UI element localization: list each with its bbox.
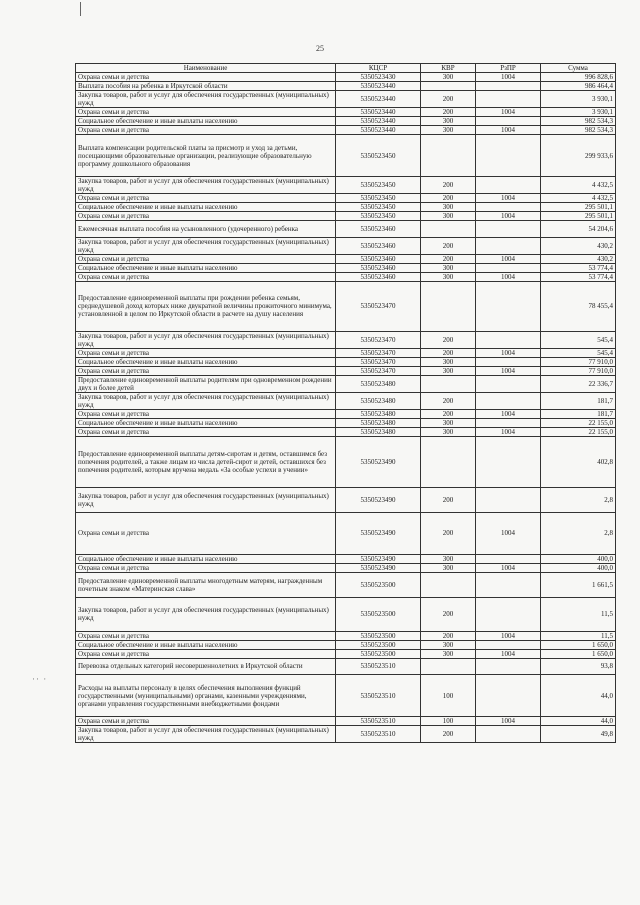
cell-rzpr: 1004 <box>476 717 541 726</box>
table-row <box>76 640 616 649</box>
cell-kvr <box>421 135 476 177</box>
cell-name: Выплата пособия на ребенка в Иркутской области <box>76 82 336 91</box>
cell-kcsr: 5350523460 <box>336 254 421 263</box>
cell-rzpr <box>476 117 541 126</box>
cell-rzpr <box>476 675 541 717</box>
cell-kcsr: 5350523470 <box>336 367 421 376</box>
cell-kvr <box>421 437 476 487</box>
cell-rzpr: 1004 <box>476 428 541 437</box>
table-row <box>76 563 616 572</box>
cell-kvr: 300 <box>421 263 476 272</box>
cell-name: Закупка товаров, работ и услуг для обеспечения государственных (муниципальных) нужд <box>76 726 336 743</box>
page-number: 25 <box>316 44 324 53</box>
cell-kvr: 300 <box>421 212 476 221</box>
table-row <box>76 349 616 358</box>
cell-name: Социальное обеспечение и иные выплаты населению <box>76 419 336 428</box>
cell-kvr: 300 <box>421 358 476 367</box>
cell-rzpr: 1004 <box>476 108 541 117</box>
cell-kcsr: 5350523480 <box>336 376 421 393</box>
cell-sum: 22 155,0 <box>541 428 616 437</box>
cell-kvr: 300 <box>421 73 476 82</box>
cell-kcsr: 5350523450 <box>336 194 421 203</box>
header-rzpr: РзПР <box>476 64 541 73</box>
cell-rzpr: 1004 <box>476 349 541 358</box>
cell-sum: 1 650,0 <box>541 649 616 658</box>
table-row <box>76 126 616 135</box>
table-row <box>76 631 616 640</box>
cell-kvr <box>421 281 476 331</box>
cell-name: Охрана семьи и детства <box>76 512 336 554</box>
cell-name: Социальное обеспечение и иные выплаты населению <box>76 554 336 563</box>
cell-name: Расходы на выплаты персоналу в целях обеспечения выполнения функций государственными (муниципальными) органами, казенными учреждениями, органами управления государственными внебюджетными фондами <box>76 675 336 717</box>
cell-kcsr: 5350523470 <box>336 358 421 367</box>
cell-name: Социальное обеспечение и иные выплаты населению <box>76 263 336 272</box>
cell-kcsr: 5350523440 <box>336 126 421 135</box>
cell-kvr: 200 <box>421 108 476 117</box>
cell-name: Закупка товаров, работ и услуг для обеспечения государственных (муниципальных) нужд <box>76 393 336 410</box>
table-row <box>76 263 616 272</box>
cell-kvr <box>421 82 476 91</box>
cell-kcsr: 5350523470 <box>336 349 421 358</box>
cell-rzpr: 1004 <box>476 563 541 572</box>
header-kcsr: КЦСР <box>336 64 421 73</box>
cell-sum: 4 432,5 <box>541 177 616 194</box>
cell-kvr: 200 <box>421 631 476 640</box>
cell-name: Закупка товаров, работ и услуг для обеспечения государственных (муниципальных) нужд <box>76 332 336 349</box>
cell-sum: 54 204,6 <box>541 221 616 238</box>
cell-kcsr: 5350523500 <box>336 640 421 649</box>
cell-sum: 430,2 <box>541 254 616 263</box>
table-row <box>76 135 616 177</box>
cell-sum: 53 774,4 <box>541 263 616 272</box>
table-header-row <box>76 64 616 73</box>
cell-sum: 22 336,7 <box>541 376 616 393</box>
cell-name: Охрана семьи и детства <box>76 254 336 263</box>
cell-rzpr <box>476 177 541 194</box>
cell-sum: 1 661,5 <box>541 572 616 597</box>
cell-name: Социальное обеспечение и иные выплаты населению <box>76 358 336 367</box>
cell-name: Предоставление единовременной выплаты детям-сиротам и детям, оставшимся без попечения родителей, а также лицам из числа детей-сирот и детей, оставшихся без попечения родителей, которым вручена медаль «За особые успехи в учении» <box>76 437 336 487</box>
cell-sum: 11,5 <box>541 597 616 631</box>
table-row <box>76 117 616 126</box>
cell-kcsr: 5350523450 <box>336 135 421 177</box>
table-row <box>76 254 616 263</box>
table-row <box>76 82 616 91</box>
cell-sum: 982 534,3 <box>541 126 616 135</box>
cell-rzpr: 1004 <box>476 126 541 135</box>
cell-kvr: 200 <box>421 254 476 263</box>
cell-sum: 986 464,4 <box>541 82 616 91</box>
cell-rzpr: 1004 <box>476 272 541 281</box>
header-name: Наименование <box>76 64 336 73</box>
cell-rzpr <box>476 437 541 487</box>
cell-kcsr: 5350523490 <box>336 437 421 487</box>
cell-name: Охрана семьи и детства <box>76 194 336 203</box>
table-row <box>76 203 616 212</box>
cell-sum: 299 933,6 <box>541 135 616 177</box>
table-row <box>76 393 616 410</box>
cell-sum: 545,4 <box>541 332 616 349</box>
cell-name: Охрана семьи и детства <box>76 108 336 117</box>
cell-rzpr <box>476 203 541 212</box>
cell-sum: 78 455,4 <box>541 281 616 331</box>
table-row <box>76 572 616 597</box>
cell-rzpr <box>476 91 541 108</box>
cell-rzpr <box>476 597 541 631</box>
table-row <box>76 649 616 658</box>
cell-kvr: 300 <box>421 428 476 437</box>
budget-table <box>75 63 616 743</box>
cell-name: Охрана семьи и детства <box>76 649 336 658</box>
cell-kcsr: 5350523490 <box>336 487 421 512</box>
margin-mark <box>80 2 81 16</box>
cell-name: Охрана семьи и детства <box>76 410 336 419</box>
table-row <box>76 726 616 743</box>
table-row <box>76 237 616 254</box>
cell-rzpr <box>476 640 541 649</box>
cell-rzpr <box>476 332 541 349</box>
cell-rzpr <box>476 554 541 563</box>
cell-kvr <box>421 221 476 238</box>
cell-name: Охрана семьи и детства <box>76 717 336 726</box>
cell-kcsr: 5350523460 <box>336 221 421 238</box>
cell-kcsr: 5350523460 <box>336 272 421 281</box>
table-row <box>76 73 616 82</box>
cell-kcsr: 5350523430 <box>336 73 421 82</box>
cell-kvr: 300 <box>421 563 476 572</box>
cell-sum: 982 534,3 <box>541 117 616 126</box>
table-row <box>76 487 616 512</box>
cell-name: Социальное обеспечение и иные выплаты населению <box>76 117 336 126</box>
cell-rzpr: 1004 <box>476 73 541 82</box>
cell-name: Закупка товаров, работ и услуг для обеспечения государственных (муниципальных) нужд <box>76 487 336 512</box>
cell-sum: 49,8 <box>541 726 616 743</box>
cell-name: Предоставление единовременной выплаты при рождении ребенка семьям, среднедушевой доход которых ниже двукратной величины прожиточного минимума, установленной в целом по Иркутской области в расчете на душу населения <box>76 281 336 331</box>
cell-name: Предоставление единовременной выплаты родителям при одновременном рождении двух и более детей <box>76 376 336 393</box>
cell-name: Предоставление единовременной выплаты многодетным матерям, награжденным почетным знаком «Материнская слава» <box>76 572 336 597</box>
cell-kcsr: 5350523470 <box>336 281 421 331</box>
cell-sum: 4 432,5 <box>541 194 616 203</box>
cell-sum: 2,8 <box>541 512 616 554</box>
cell-kvr: 300 <box>421 649 476 658</box>
cell-sum: 77 910,0 <box>541 367 616 376</box>
cell-kcsr: 5350523450 <box>336 212 421 221</box>
cell-sum: 44,0 <box>541 717 616 726</box>
table-row <box>76 376 616 393</box>
cell-kcsr: 5350523440 <box>336 117 421 126</box>
table-row <box>76 437 616 487</box>
cell-rzpr <box>476 358 541 367</box>
cell-kcsr: 5350523450 <box>336 203 421 212</box>
cell-kvr: 300 <box>421 367 476 376</box>
table-row <box>76 410 616 419</box>
cell-name: Охрана семьи и детства <box>76 563 336 572</box>
cell-kvr: 200 <box>421 332 476 349</box>
table-row <box>76 194 616 203</box>
cell-kcsr: 5350523500 <box>336 572 421 597</box>
cell-sum: 181,7 <box>541 393 616 410</box>
cell-sum: 3 930,1 <box>541 91 616 108</box>
table-row <box>76 177 616 194</box>
cell-name: Закупка товаров, работ и услуг для обеспечения государственных (муниципальных) нужд <box>76 177 336 194</box>
cell-name: Охрана семьи и детства <box>76 126 336 135</box>
table-row <box>76 717 616 726</box>
cell-rzpr: 1004 <box>476 410 541 419</box>
cell-name: Охрана семьи и детства <box>76 367 336 376</box>
cell-name: Закупка товаров, работ и услуг для обеспечения государственных (муниципальных) нужд <box>76 237 336 254</box>
cell-sum: 93,8 <box>541 658 616 675</box>
cell-kvr: 300 <box>421 126 476 135</box>
cell-kvr: 100 <box>421 675 476 717</box>
cell-kcsr: 5350523510 <box>336 675 421 717</box>
table-row <box>76 358 616 367</box>
header-kvr: КВР <box>421 64 476 73</box>
table-row <box>76 221 616 238</box>
cell-kvr: 200 <box>421 726 476 743</box>
cell-name: Охрана семьи и детства <box>76 631 336 640</box>
cell-rzpr <box>476 726 541 743</box>
cell-kvr <box>421 376 476 393</box>
cell-rzpr <box>476 572 541 597</box>
cell-kvr: 200 <box>421 177 476 194</box>
cell-kcsr: 5350523480 <box>336 419 421 428</box>
cell-kvr: 300 <box>421 554 476 563</box>
cell-kvr: 200 <box>421 410 476 419</box>
cell-sum: 996 828,6 <box>541 73 616 82</box>
cell-kcsr: 5350523490 <box>336 554 421 563</box>
table-row <box>76 281 616 331</box>
table-row <box>76 419 616 428</box>
cell-rzpr <box>476 658 541 675</box>
cell-kcsr: 5350523460 <box>336 237 421 254</box>
cell-sum: 430,2 <box>541 237 616 254</box>
cell-sum: 402,8 <box>541 437 616 487</box>
cell-sum: 11,5 <box>541 631 616 640</box>
cell-kcsr: 5350523480 <box>336 428 421 437</box>
cell-kvr <box>421 658 476 675</box>
cell-name: Социальное обеспечение и иные выплаты населению <box>76 640 336 649</box>
cell-name: Социальное обеспечение и иные выплаты населению <box>76 203 336 212</box>
table-row <box>76 658 616 675</box>
cell-sum: 53 774,4 <box>541 272 616 281</box>
cell-sum: 545,4 <box>541 349 616 358</box>
cell-kvr: 100 <box>421 717 476 726</box>
table-row <box>76 512 616 554</box>
cell-sum: 1 650,0 <box>541 640 616 649</box>
cell-kcsr: 5350523440 <box>336 91 421 108</box>
cell-kcsr: 5350523470 <box>336 332 421 349</box>
cell-kvr <box>421 572 476 597</box>
cell-rzpr: 1004 <box>476 367 541 376</box>
table-row <box>76 272 616 281</box>
margin-dots: ·· · <box>32 674 48 684</box>
header-sum: Сумма <box>541 64 616 73</box>
cell-sum: 77 910,0 <box>541 358 616 367</box>
cell-kcsr: 5350523450 <box>336 177 421 194</box>
cell-rzpr: 1004 <box>476 512 541 554</box>
cell-kcsr: 5350523500 <box>336 597 421 631</box>
cell-rzpr <box>476 376 541 393</box>
cell-name: Охрана семьи и детства <box>76 272 336 281</box>
cell-kcsr: 5350523490 <box>336 512 421 554</box>
cell-kcsr: 5350523500 <box>336 631 421 640</box>
cell-rzpr <box>476 82 541 91</box>
cell-sum: 2,8 <box>541 487 616 512</box>
cell-rzpr: 1004 <box>476 212 541 221</box>
cell-sum: 22 155,0 <box>541 419 616 428</box>
cell-kvr: 300 <box>421 203 476 212</box>
cell-rzpr <box>476 487 541 512</box>
cell-kvr: 300 <box>421 419 476 428</box>
cell-kvr: 300 <box>421 117 476 126</box>
cell-kcsr: 5350523480 <box>336 410 421 419</box>
cell-name: Охрана семьи и детства <box>76 212 336 221</box>
cell-kcsr: 5350523510 <box>336 658 421 675</box>
cell-name: Закупка товаров, работ и услуг для обеспечения государственных (муниципальных) нужд <box>76 597 336 631</box>
cell-kvr: 300 <box>421 640 476 649</box>
table-row <box>76 91 616 108</box>
cell-sum: 3 930,1 <box>541 108 616 117</box>
table-row <box>76 428 616 437</box>
cell-kvr: 200 <box>421 194 476 203</box>
table-row <box>76 675 616 717</box>
cell-kcsr: 5350523440 <box>336 108 421 117</box>
cell-name: Закупка товаров, работ и услуг для обеспечения государственных (муниципальных) нужд <box>76 91 336 108</box>
cell-name: Перевозка отдельных категорий несовершеннолетних в Иркутской области <box>76 658 336 675</box>
cell-kvr: 300 <box>421 272 476 281</box>
cell-rzpr <box>476 135 541 177</box>
cell-rzpr: 1004 <box>476 254 541 263</box>
cell-kvr: 200 <box>421 597 476 631</box>
cell-rzpr <box>476 237 541 254</box>
table-row <box>76 367 616 376</box>
cell-name: Охрана семьи и детства <box>76 349 336 358</box>
cell-kvr: 200 <box>421 349 476 358</box>
cell-sum: 400,0 <box>541 554 616 563</box>
cell-kvr: 200 <box>421 393 476 410</box>
cell-kvr: 200 <box>421 512 476 554</box>
table-body <box>76 73 616 743</box>
cell-name: Ежемесячная выплата пособия на усыновленного (удочеренного) ребенка <box>76 221 336 238</box>
cell-rzpr: 1004 <box>476 631 541 640</box>
cell-rzpr <box>476 263 541 272</box>
cell-rzpr <box>476 419 541 428</box>
table-row <box>76 332 616 349</box>
cell-sum: 400,0 <box>541 563 616 572</box>
cell-rzpr <box>476 281 541 331</box>
cell-rzpr <box>476 221 541 238</box>
cell-kcsr: 5350523510 <box>336 717 421 726</box>
cell-sum: 295 501,1 <box>541 203 616 212</box>
table-row <box>76 212 616 221</box>
cell-kcsr: 5350523480 <box>336 393 421 410</box>
cell-name: Охрана семьи и детства <box>76 428 336 437</box>
cell-sum: 295 501,1 <box>541 212 616 221</box>
cell-kcsr: 5350523500 <box>336 649 421 658</box>
cell-kvr: 200 <box>421 237 476 254</box>
cell-rzpr: 1004 <box>476 194 541 203</box>
cell-rzpr: 1004 <box>476 649 541 658</box>
cell-name: Выплата компенсации родительской платы за присмотр и уход за детьми, посещающими образовательные организации, реализующие образовательную программу дошкольного образования <box>76 135 336 177</box>
table-row <box>76 597 616 631</box>
table-row <box>76 554 616 563</box>
cell-sum: 181,7 <box>541 410 616 419</box>
cell-kcsr: 5350523510 <box>336 726 421 743</box>
cell-name: Охрана семьи и детства <box>76 73 336 82</box>
cell-rzpr <box>476 393 541 410</box>
cell-kvr: 200 <box>421 487 476 512</box>
cell-sum: 44,0 <box>541 675 616 717</box>
cell-kcsr: 5350523460 <box>336 263 421 272</box>
cell-kcsr: 5350523440 <box>336 82 421 91</box>
table-row <box>76 108 616 117</box>
cell-kcsr: 5350523490 <box>336 563 421 572</box>
cell-kvr: 200 <box>421 91 476 108</box>
